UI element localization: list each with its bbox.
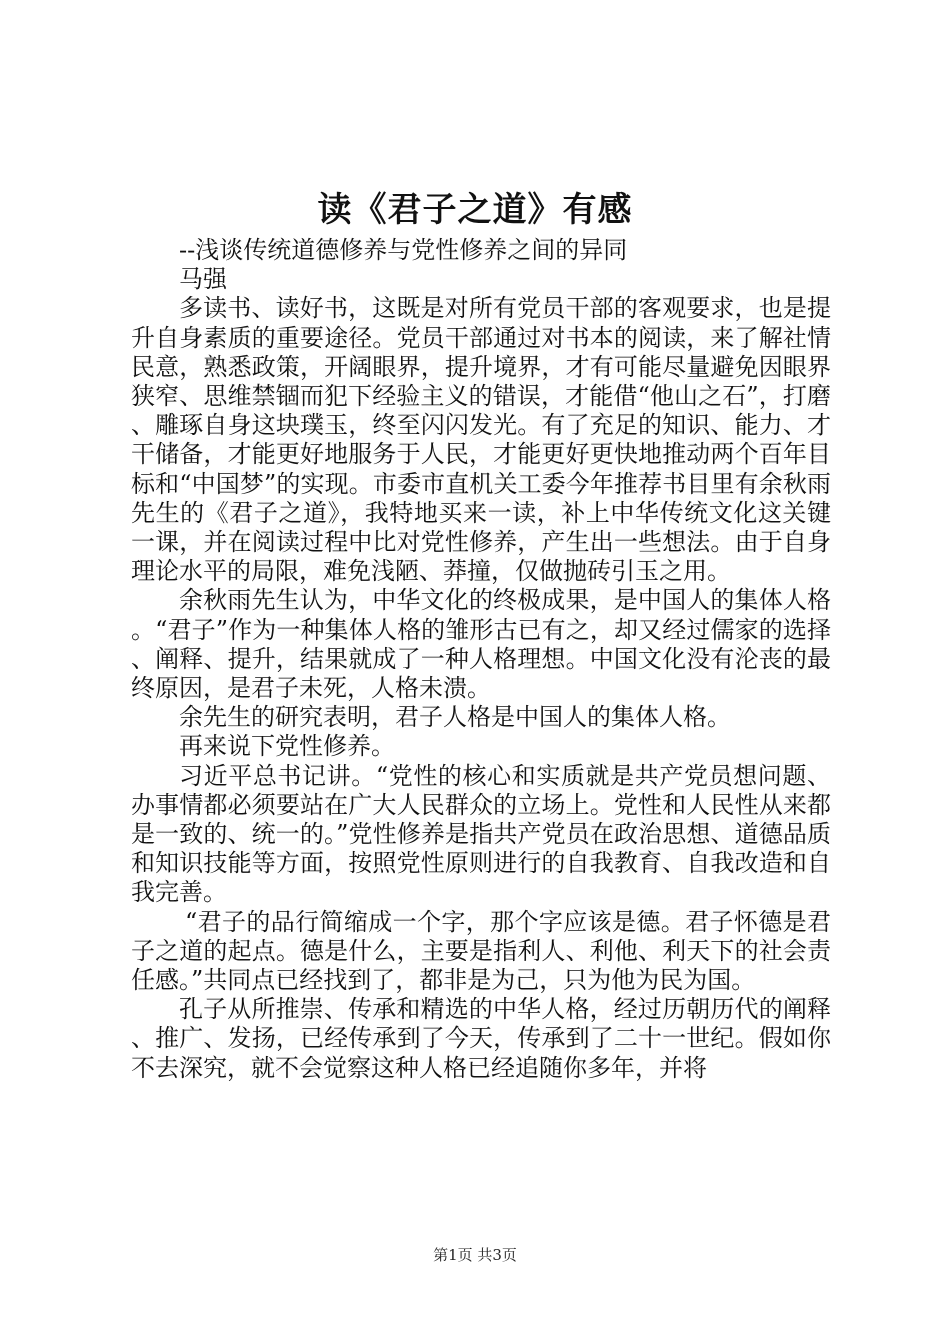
page-number-footer: 第1页 共3页 [433, 1246, 517, 1264]
paragraph: “君子的品行简缩成一个字，那个字应该是德。君子怀德是君子之道的起点。德是什么，主要是指利人、利他、利天下的社会责任感。”共同点已经找到了，都非是为己，只为他为民为国。 [131, 907, 831, 995]
paragraph: 再来说下党性修养。 [179, 732, 395, 761]
paragraph: 余先生的研究表明，君子人格是中国人的集体人格。 [179, 703, 731, 732]
document-author: 马强 [179, 265, 227, 294]
document-body [131, 236, 831, 1083]
paragraph: 孔子从所推崇、传承和精选的中华人格，经过历朝历代的阐释、推广、发扬，已经传承到了今天，传承到了二十一世纪。假如你不去深究，就不会觉察这种人格已经追随你多年，并将 [131, 995, 831, 1082]
paragraph: 习近平总书记讲。“党性的核心和实质就是共产党员想问题、办事情都必须要站在广大人民群众的立场上。党性和人民性从来都是一致的、统一的。”党性修养是指共产党员在政治思想、道德品质和知识技能等方面，按照党性原则进行的自我教育、自我改造和自我完善。 [131, 761, 831, 907]
document-subtitle: --浅谈传统道德修养与党性修养之间的异同 [179, 236, 628, 264]
paragraph: 余秋雨先生认为，中华文化的终极成果，是中国人的集体人格。“君子”作为一种集体人格的雏形古已有之，却又经过儒家的选择、阐释、提升，结果就成了一种人格理想。中国文化没有沦丧的最终原因，是君子未死，人格未溃。 [131, 586, 831, 703]
document-title: 读《君子之道》有感 [317, 190, 633, 230]
paragraph: 多读书、读好书，这既是对所有党员干部的客观要求，也是提升自身素质的重要途径。党员干部通过对书本的阅读，来了解社情民意，熟悉政策，开阔眼界，提升境界，才有可能尽量避免因眼界狭窄、思维禁锢而犯下经验主义的错误，才能借“他山之石”，打磨、雕琢自身这块璞玉，终至闪闪发光。有了充足的知识、能力、才干储备，才能更好地服务于人民，才能更好更快地推动两个百年目标和“中国梦”的实现。市委市直机关工委今年推荐书目里有余秋雨先生的《君子之道》，我特地买来一读，补上中华传统文化这关键一课，并在阅读过程中比对党性修养，产生出一些想法。由于自身理论水平的局限，难免浅陋、莽撞，仅做抛砖引玉之用。 [131, 294, 831, 586]
